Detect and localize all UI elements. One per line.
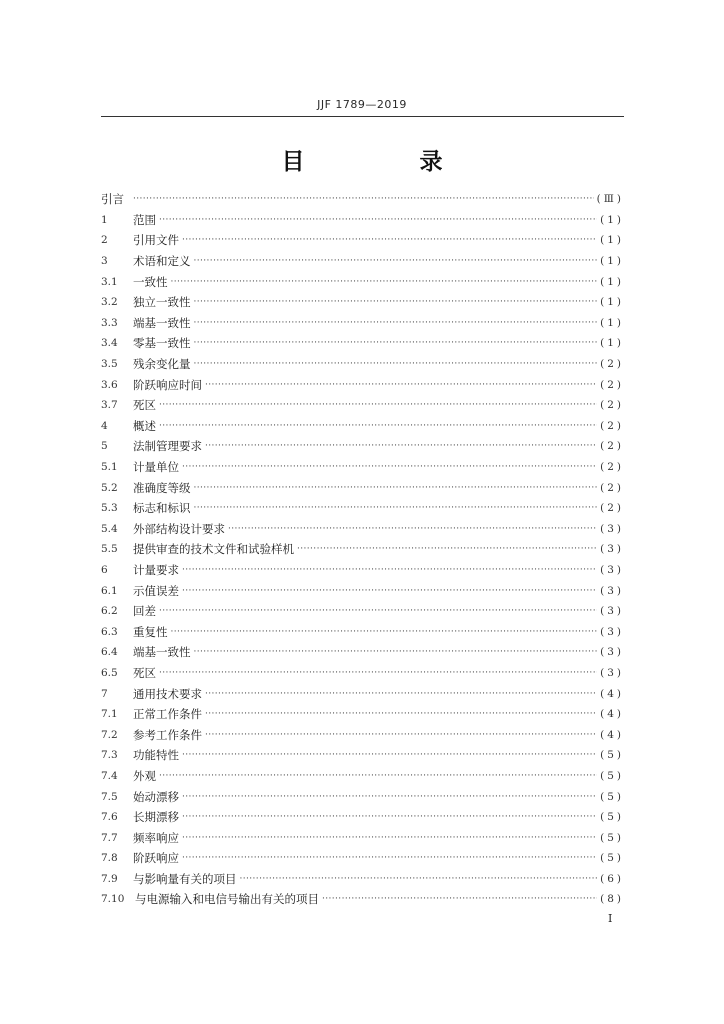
toc-entry-label: 术语和定义 xyxy=(133,254,191,269)
toc-entry[interactable] xyxy=(101,539,624,560)
toc-entry-page: (6) xyxy=(600,872,624,885)
toc-leader-dots xyxy=(182,853,597,863)
toc-entry-label: 频率响应 xyxy=(133,830,179,845)
toc-entry-number: 6.3 xyxy=(101,625,118,638)
toc-entry-number: 5.3 xyxy=(101,502,118,515)
toc-entry-label: 零基一致性 xyxy=(133,336,191,351)
toc-entry-page: (1) xyxy=(600,275,624,288)
toc-entry-number: 5.4 xyxy=(101,522,118,535)
toc-entry-page: (1) xyxy=(600,234,624,247)
table-of-contents xyxy=(101,189,624,910)
toc-entry[interactable] xyxy=(101,519,624,540)
toc-leader-dots xyxy=(205,441,597,451)
toc-entry-page: (5) xyxy=(600,811,624,824)
toc-entry-number: 7.6 xyxy=(101,811,118,824)
toc-entry-label: 端基一致性 xyxy=(133,315,191,330)
toc-leader-dots xyxy=(322,894,597,904)
toc-entry[interactable] xyxy=(101,848,624,869)
toc-leader-dots xyxy=(182,586,597,596)
toc-leader-dots xyxy=(182,462,597,472)
toc-entry[interactable] xyxy=(101,786,624,807)
toc-entry[interactable] xyxy=(101,477,624,498)
toc-entry[interactable] xyxy=(101,251,624,272)
toc-leader-dots xyxy=(228,524,597,534)
toc-entry[interactable] xyxy=(101,683,624,704)
toc-entry[interactable] xyxy=(101,189,624,210)
toc-entry-number: 6.2 xyxy=(101,605,118,618)
toc-entry-page: (5) xyxy=(600,790,624,803)
toc-entry-page: (1) xyxy=(600,213,624,226)
toc-entry-label: 引言 xyxy=(101,192,124,207)
toc-entry-page: (3) xyxy=(600,625,624,638)
toc-entry-page: (2) xyxy=(600,481,624,494)
toc-entry[interactable] xyxy=(101,889,624,910)
toc-leader-dots xyxy=(194,318,598,328)
toc-entry-page: (5) xyxy=(600,852,624,865)
toc-entry-page: (1) xyxy=(600,316,624,329)
toc-entry-label: 死区 xyxy=(133,398,156,413)
toc-entry-page: (2) xyxy=(600,502,624,515)
toc-entry-label: 功能特性 xyxy=(133,748,179,763)
toc-entry-page: (1) xyxy=(600,255,624,268)
toc-entry[interactable] xyxy=(101,621,624,642)
toc-entry-number: 5.5 xyxy=(101,543,118,556)
toc-entry-number: 1 xyxy=(101,213,108,226)
toc-entry-label: 参考工作条件 xyxy=(133,727,202,742)
page-number: I xyxy=(608,912,613,925)
toc-entry-number: 3.1 xyxy=(101,275,118,288)
toc-entry[interactable] xyxy=(101,766,624,787)
toc-entry[interactable] xyxy=(101,704,624,725)
toc-entry[interactable] xyxy=(101,395,624,416)
toc-entry-label: 与电源输入和电信号输出有关的项目 xyxy=(135,892,319,907)
toc-leader-dots xyxy=(182,812,597,822)
toc-entry-page: (2) xyxy=(600,461,624,474)
toc-leader-dots xyxy=(194,359,598,369)
toc-leader-dots xyxy=(194,256,598,266)
document-code: JJF 1789—2019 xyxy=(317,98,407,111)
toc-leader-dots xyxy=(205,709,597,719)
toc-entry[interactable] xyxy=(101,292,624,313)
toc-entry-number: 3.3 xyxy=(101,316,118,329)
toc-entry[interactable] xyxy=(101,498,624,519)
toc-leader-dots xyxy=(159,606,597,616)
toc-entry[interactable] xyxy=(101,436,624,457)
toc-entry-label: 重复性 xyxy=(133,624,168,639)
toc-entry-label: 正常工作条件 xyxy=(133,707,202,722)
toc-entry-number: 7.1 xyxy=(101,708,118,721)
toc-entry-label: 提供审查的技术文件和试验样机 xyxy=(133,542,294,557)
toc-leader-dots xyxy=(182,750,597,760)
toc-entry-number: 7.2 xyxy=(101,728,118,741)
toc-entry-label: 端基一致性 xyxy=(133,645,191,660)
toc-entry-label: 死区 xyxy=(133,665,156,680)
toc-entry-label: 通用技术要求 xyxy=(133,686,202,701)
toc-leader-dots xyxy=(205,689,597,699)
toc-entry[interactable] xyxy=(101,663,624,684)
toc-entry-number: 7.7 xyxy=(101,831,118,844)
toc-entry[interactable] xyxy=(101,745,624,766)
toc-leader-dots xyxy=(205,730,597,740)
toc-leader-dots xyxy=(159,771,597,781)
toc-entry-label: 引用文件 xyxy=(133,233,179,248)
toc-entry-number: 2 xyxy=(101,234,108,247)
header-rule xyxy=(101,116,624,117)
toc-entry[interactable] xyxy=(101,333,624,354)
toc-leader-dots xyxy=(194,297,598,307)
toc-entry-number: 7.9 xyxy=(101,872,118,885)
toc-entry[interactable] xyxy=(101,230,624,251)
toc-entry-number: 3 xyxy=(101,255,108,268)
toc-entry[interactable] xyxy=(101,313,624,334)
toc-entry[interactable] xyxy=(101,271,624,292)
toc-entry-number: 7.4 xyxy=(101,769,118,782)
toc-leader-dots xyxy=(194,647,598,657)
toc-leader-dots xyxy=(182,833,597,843)
toc-entry-label: 阶跃响应 xyxy=(133,851,179,866)
toc-entry-label: 一致性 xyxy=(133,274,168,289)
toc-entry-label: 计量单位 xyxy=(133,460,179,475)
toc-entry[interactable] xyxy=(101,354,624,375)
toc-entry-page: (5) xyxy=(600,769,624,782)
toc-entry-number: 6.1 xyxy=(101,584,118,597)
toc-entry[interactable] xyxy=(101,580,624,601)
toc-entry-page: (2) xyxy=(600,399,624,412)
toc-entry-label: 概述 xyxy=(133,418,156,433)
toc-entry-label: 外部结构设计要求 xyxy=(133,521,225,536)
toc-entry-number: 6 xyxy=(101,563,108,576)
toc-entry-label: 长期漂移 xyxy=(133,810,179,825)
toc-entry-number: 5.2 xyxy=(101,481,118,494)
toc-entry-label: 计量要求 xyxy=(133,562,179,577)
toc-leader-dots xyxy=(182,235,597,245)
toc-entry[interactable] xyxy=(101,807,624,828)
toc-leader-dots xyxy=(159,421,597,431)
toc-entry-label: 外观 xyxy=(133,768,156,783)
toc-entry[interactable] xyxy=(101,869,624,890)
toc-entry-page: (8) xyxy=(600,893,624,906)
toc-entry-label: 法制管理要求 xyxy=(133,439,202,454)
toc-entry-page: (3) xyxy=(600,563,624,576)
toc-entry-number: 7.10 xyxy=(101,893,125,906)
toc-leader-dots xyxy=(194,338,598,348)
toc-entry-page: (3) xyxy=(600,543,624,556)
toc-entry-label: 阶跃响应时间 xyxy=(133,377,202,392)
toc-entry-label: 始动漂移 xyxy=(133,789,179,804)
toc-entry-number: 3.5 xyxy=(101,358,118,371)
toc-leader-dots xyxy=(159,668,597,678)
toc-entry[interactable] xyxy=(101,416,624,437)
toc-entry-number: 3.7 xyxy=(101,399,118,412)
toc-entry-page: (2) xyxy=(600,378,624,391)
toc-entry-number: 3.6 xyxy=(101,378,118,391)
toc-entry-number: 7 xyxy=(101,687,108,700)
toc-entry[interactable] xyxy=(101,827,624,848)
toc-entry[interactable] xyxy=(101,560,624,581)
toc-entry-label: 范围 xyxy=(133,212,156,227)
toc-entry-label: 标志和标识 xyxy=(133,501,191,516)
toc-entry[interactable] xyxy=(101,601,624,622)
toc-entry-label: 准确度等级 xyxy=(133,480,191,495)
toc-entry-number: 6.4 xyxy=(101,646,118,659)
toc-entry-number: 5.1 xyxy=(101,461,118,474)
toc-entry-page: (2) xyxy=(600,440,624,453)
toc-entry[interactable] xyxy=(101,642,624,663)
toc-entry[interactable] xyxy=(101,724,624,745)
page-title: 目 录 xyxy=(281,148,489,175)
toc-leader-dots xyxy=(194,483,598,493)
toc-leader-dots xyxy=(182,565,597,575)
toc-entry-page: (3) xyxy=(600,646,624,659)
toc-entry-number: 3.4 xyxy=(101,337,118,350)
toc-entry-page: (4) xyxy=(600,728,624,741)
toc-entry-page: (3) xyxy=(600,666,624,679)
toc-entry-number: 7.3 xyxy=(101,749,118,762)
toc-entry-page: (4) xyxy=(600,687,624,700)
toc-entry-number: 4 xyxy=(101,419,108,432)
toc-entry-page: (3) xyxy=(600,584,624,597)
toc-leader-dots xyxy=(159,400,597,410)
toc-entry-number: 5 xyxy=(101,440,108,453)
toc-entry-page: (5) xyxy=(600,749,624,762)
toc-entry[interactable] xyxy=(101,457,624,478)
toc-entry-label: 独立一致性 xyxy=(133,295,191,310)
toc-entry-page: (3) xyxy=(600,522,624,535)
toc-entry-number: 7.8 xyxy=(101,852,118,865)
toc-leader-dots xyxy=(297,544,597,554)
toc-leader-dots xyxy=(240,874,598,884)
toc-entry-page: (1) xyxy=(600,337,624,350)
toc-entry-label: 示值误差 xyxy=(133,583,179,598)
toc-entry[interactable] xyxy=(101,210,624,231)
toc-leader-dots xyxy=(171,627,598,637)
toc-entry-page: (1) xyxy=(600,296,624,309)
toc-entry-label: 残余变化量 xyxy=(133,357,191,372)
toc-leader-dots xyxy=(159,215,597,225)
toc-entry-page: (3) xyxy=(600,605,624,618)
toc-entry-number: 6.5 xyxy=(101,666,118,679)
toc-leader-dots xyxy=(194,503,598,513)
toc-entry-label: 回差 xyxy=(133,604,156,619)
toc-entry-page: (Ⅲ) xyxy=(596,193,624,206)
toc-leader-dots xyxy=(171,277,598,287)
toc-leader-dots xyxy=(182,792,597,802)
toc-entry-page: (2) xyxy=(600,358,624,371)
toc-entry-number: 3.2 xyxy=(101,296,118,309)
toc-leader-dots xyxy=(205,380,597,390)
toc-entry-label: 与影响量有关的项目 xyxy=(133,871,237,886)
toc-entry[interactable] xyxy=(101,374,624,395)
toc-entry-number: 7.5 xyxy=(101,790,118,803)
toc-leader-dots xyxy=(133,194,594,204)
toc-entry-page: (5) xyxy=(600,831,624,844)
toc-entry-page: (4) xyxy=(600,708,624,721)
toc-entry-page: (2) xyxy=(600,419,624,432)
